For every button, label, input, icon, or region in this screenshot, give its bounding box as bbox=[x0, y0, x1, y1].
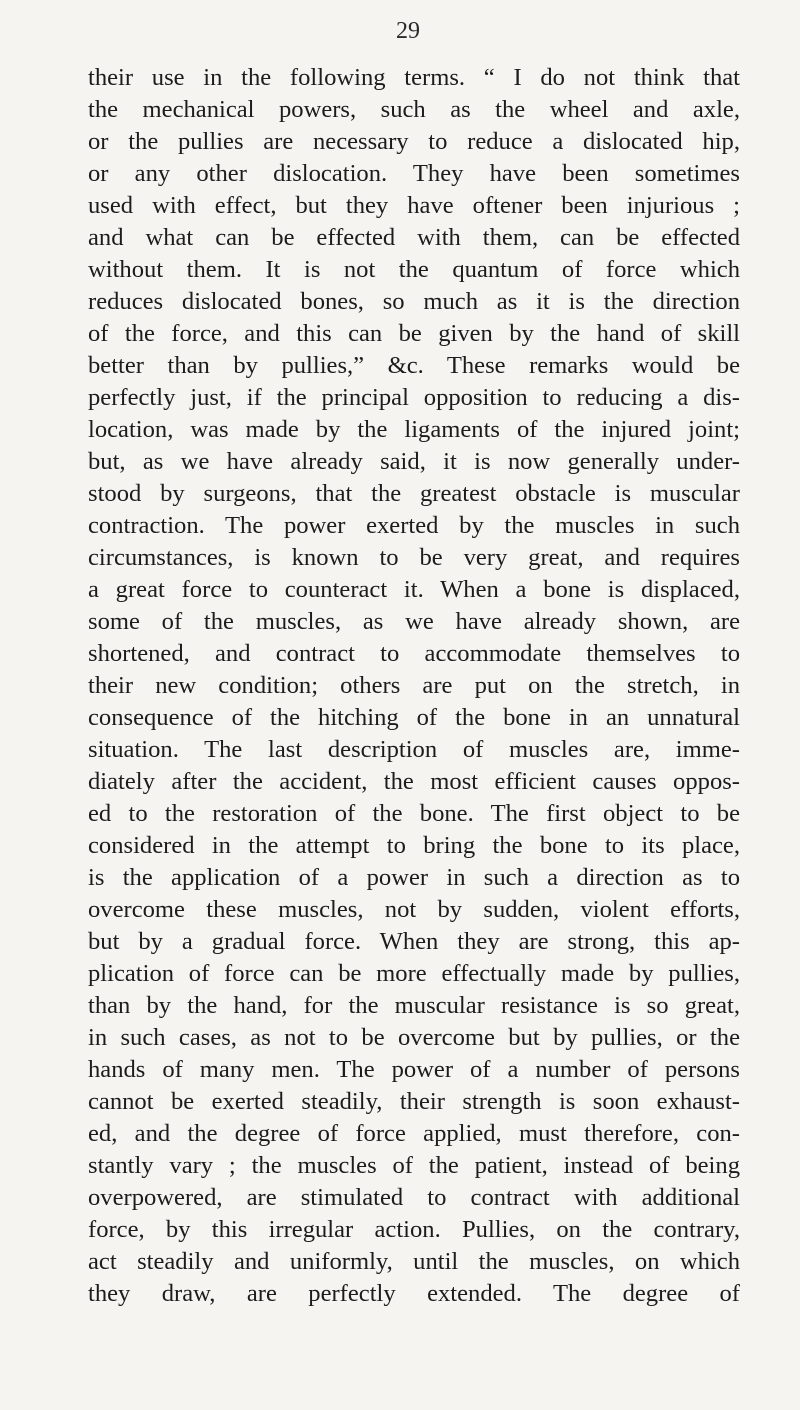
text-line: diately after the accident, the most efficient causes oppos- bbox=[88, 768, 740, 795]
text-line: overpowered, are stimulated to contract with additional bbox=[88, 1184, 740, 1211]
page-number: 29 bbox=[396, 18, 420, 44]
text-line: location, was made by the ligaments of the injured joint; bbox=[88, 416, 740, 443]
text-line: circumstances, is known to be very great, and requires bbox=[88, 544, 740, 571]
text-line: of the force, and this can be given by the hand of skill bbox=[88, 320, 740, 347]
text-line: situation. The last description of muscles are, imme- bbox=[88, 736, 740, 763]
text-line: is the application of a power in such a direction as to bbox=[88, 864, 740, 891]
text-line: consequence of the hitching of the bone in an unnatural bbox=[88, 704, 740, 731]
text-line: their new condition; others are put on the stretch, in bbox=[88, 672, 740, 699]
text-line: stantly vary ; the muscles of the patient, instead of being bbox=[88, 1152, 740, 1179]
text-line: overcome these muscles, not by sudden, violent efforts, bbox=[88, 896, 740, 923]
text-line: shortened, and contract to accommodate themselves to bbox=[88, 640, 740, 667]
text-line: reduces dislocated bones, so much as it is the direction bbox=[88, 288, 740, 315]
text-line: plication of force can be more effectually made by pullies, bbox=[88, 960, 740, 987]
text-line: than by the hand, for the muscular resistance is so great, bbox=[88, 992, 740, 1019]
text-line: act steadily and uniformly, until the muscles, on which bbox=[88, 1248, 740, 1275]
text-line: perfectly just, if the principal opposition to reducing a dis- bbox=[88, 384, 740, 411]
text-line: their use in the following terms. “ I do not think that bbox=[88, 64, 740, 91]
text-line: used with effect, but they have oftener been injurious ; bbox=[88, 192, 740, 219]
body-text bbox=[88, 62, 740, 1310]
text-line: without them. It is not the quantum of force which bbox=[88, 256, 740, 283]
text-line: some of the muscles, as we have already shown, are bbox=[88, 608, 740, 635]
text-line: stood by surgeons, that the greatest obstacle is muscular bbox=[88, 480, 740, 507]
text-line: but, as we have already said, it is now generally under- bbox=[88, 448, 740, 475]
text-line: cannot be exerted steadily, their strength is soon exhaust- bbox=[88, 1088, 740, 1115]
text-line: considered in the attempt to bring the bone to its place, bbox=[88, 832, 740, 859]
text-line: but by a gradual force. When they are strong, this ap- bbox=[88, 928, 740, 955]
text-line: the mechanical powers, such as the wheel and axle, bbox=[88, 96, 740, 123]
text-line: force, by this irregular action. Pullies, on the contrary, bbox=[88, 1216, 740, 1243]
text-line: ed, and the degree of force applied, must therefore, con- bbox=[88, 1120, 740, 1147]
text-line: a great force to counteract it. When a bone is displaced, bbox=[88, 576, 740, 603]
text-line: or any other dislocation. They have been sometimes bbox=[88, 160, 740, 187]
text-line: or the pullies are necessary to reduce a dislocated hip, bbox=[88, 128, 740, 155]
text-line: contraction. The power exerted by the muscles in such bbox=[88, 512, 740, 539]
text-line: hands of many men. The power of a number of persons bbox=[88, 1056, 740, 1083]
text-line: and what can be effected with them, can be effected bbox=[88, 224, 740, 251]
text-line: ed to the restoration of the bone. The first object to be bbox=[88, 800, 740, 827]
text-line: they draw, are perfectly extended. The degree of bbox=[88, 1280, 740, 1307]
text-line: better than by pullies,” &c. These remarks would be bbox=[88, 352, 740, 379]
text-line: in such cases, as not to be overcome but by pullies, or the bbox=[88, 1024, 740, 1051]
